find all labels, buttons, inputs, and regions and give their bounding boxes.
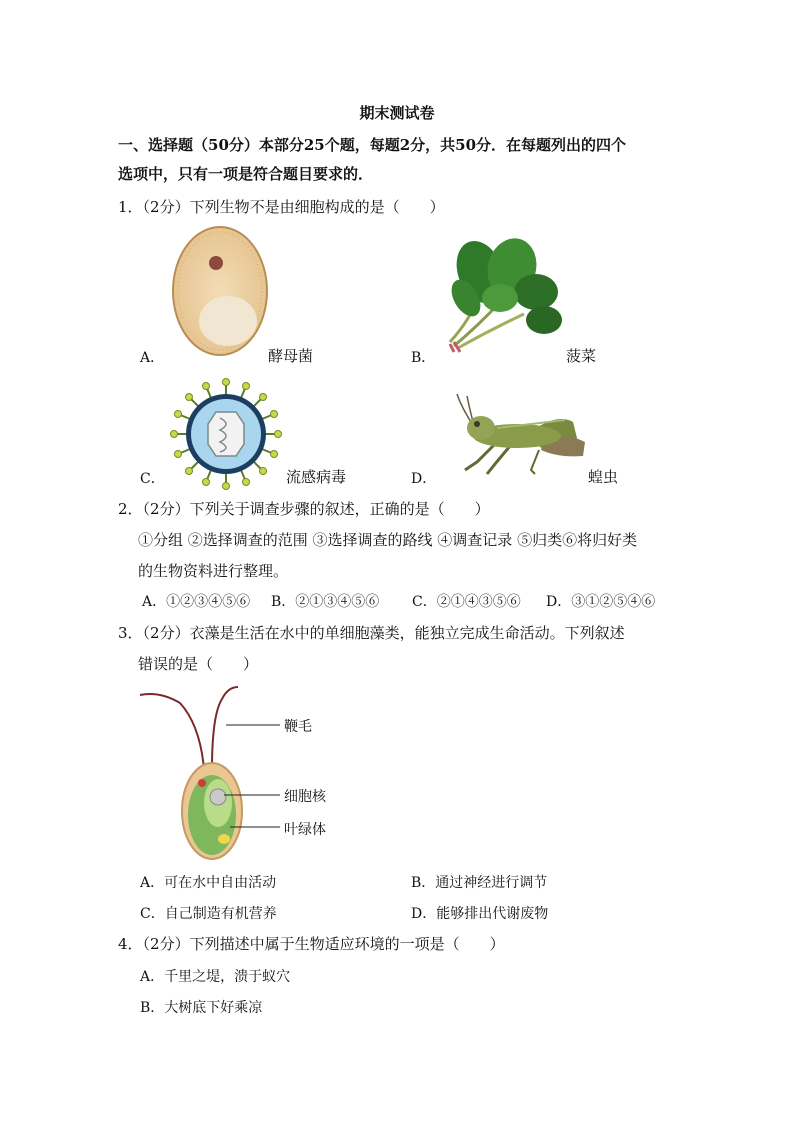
q4-option-a[interactable]: A．千里之堤，溃于蚁穴 xyxy=(140,969,291,985)
question-3-text: 3．（2分）衣藻是生活在水中的单细胞藻类，能独立完成生命活动。下列叙述 xyxy=(118,624,625,642)
q1-option-a-letter[interactable]: A． xyxy=(140,350,165,366)
flu-virus-icon xyxy=(170,378,282,490)
q1-option-b-letter[interactable]: B． xyxy=(411,350,436,366)
q3-option-b[interactable]: B．通过神经进行调节 xyxy=(411,875,548,891)
q2-option-d[interactable]: D．③①②⑤④⑥ xyxy=(546,594,656,610)
q2-option-a[interactable]: A．①②③④⑤⑥ xyxy=(142,594,251,610)
q2-option-b[interactable]: B．②①③④⑤⑥ xyxy=(271,594,380,610)
q3-option-c[interactable]: C．自己制造有机营养 xyxy=(140,906,277,922)
q2-option-c[interactable]: C．②①④③⑤⑥ xyxy=(412,594,521,610)
question-2-text: 2．（2分）下列关于调查步骤的叙述，正确的是（ ） xyxy=(118,500,490,518)
spinach-icon xyxy=(440,234,565,354)
section-heading-line1: 一、选择题（50分）本部分25个题，每题2分，共50分．在每题列出的四个 xyxy=(118,136,627,154)
page-title: 期末测试卷 xyxy=(359,104,435,122)
grasshopper-icon xyxy=(455,392,590,476)
q1-option-d-letter[interactable]: D． xyxy=(411,471,437,487)
section-heading-line2: 选项中，只有一项是符合题目要求的． xyxy=(118,165,374,183)
chlamydomonas-diagram xyxy=(140,685,280,863)
q1-option-c-letter[interactable]: C． xyxy=(140,471,165,487)
q4-option-b[interactable]: B．大树底下好乘凉 xyxy=(140,1000,263,1016)
q3-option-d[interactable]: D．能够排出代谢废物 xyxy=(411,906,549,922)
q1-option-a-caption: 酵母菌 xyxy=(268,347,314,365)
yeast-cell-icon xyxy=(170,225,270,357)
question-4-text: 4．（2分）下列描述中属于生物适应环境的一项是（ ） xyxy=(118,935,505,953)
question-2-line3: 的生物资料进行整理。 xyxy=(138,562,289,580)
label-nucleus: 细胞核 xyxy=(284,789,326,805)
label-chloroplast: 叶绿体 xyxy=(284,822,326,838)
question-2-line2: ①分组 ②选择调查的范围 ③选择调查的路线 ④调查记录 ⑤归类⑥将归好类 xyxy=(138,531,638,549)
label-flagella: 鞭毛 xyxy=(284,719,312,735)
question-1-text: 1．（2分）下列生物不是由细胞构成的是（ ） xyxy=(118,198,445,216)
q1-option-d-caption: 蝗虫 xyxy=(588,468,619,486)
q1-option-b-caption: 菠菜 xyxy=(566,347,597,365)
q1-option-c-caption: 流感病毒 xyxy=(286,468,347,486)
q3-option-a[interactable]: A．可在水中自由活动 xyxy=(140,875,277,891)
question-3-line2: 错误的是（ ） xyxy=(138,655,259,673)
